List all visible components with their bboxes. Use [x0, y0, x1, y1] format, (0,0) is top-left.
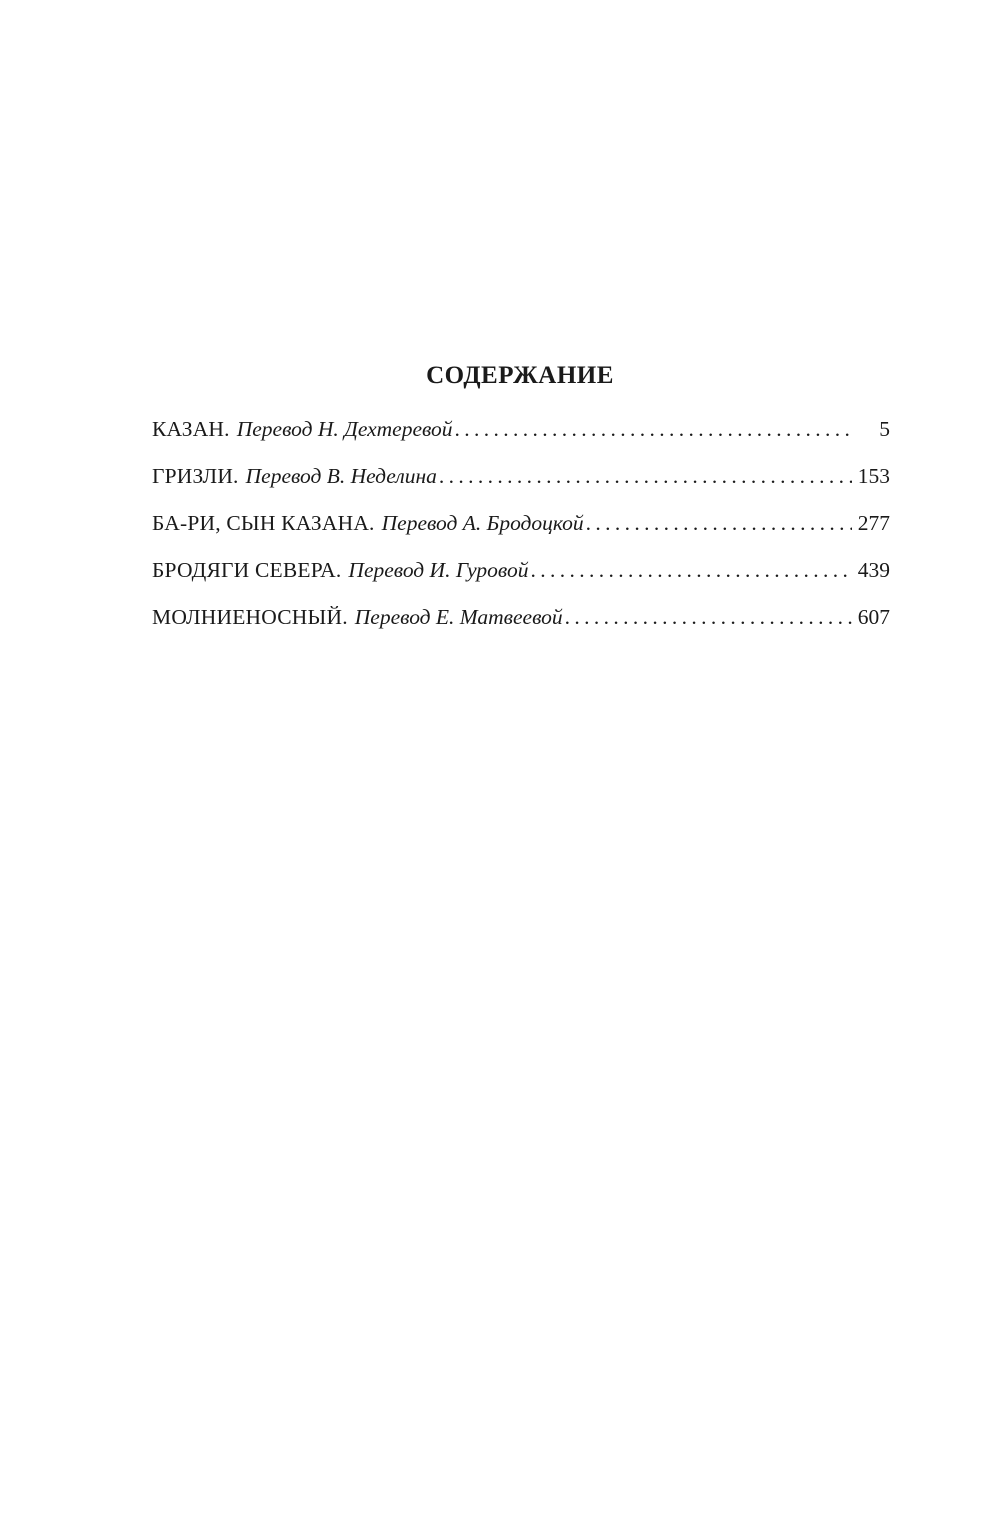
toc-entry: [152, 605, 890, 652]
dot-leader: [530, 558, 851, 583]
entry-translator: Перевод В. Неделина: [245, 464, 437, 488]
entry-page-number: 439: [857, 558, 890, 582]
dot-leader: [455, 417, 854, 442]
dot-leader: [439, 464, 852, 489]
toc-entry: [152, 558, 890, 605]
entry-translator: Перевод Н. Дехтеревой: [236, 417, 453, 441]
entry-translator: Перевод А. Бродоцкой: [381, 511, 584, 535]
entry-title: БРОДЯГИ СЕВЕРА.: [152, 558, 342, 582]
toc-heading: СОДЕРЖАНИЕ: [426, 362, 614, 389]
entry-translator: Перевод Е. Матвеевой: [354, 605, 563, 629]
toc-entry: [152, 417, 890, 464]
entry-page-number: 5: [879, 417, 890, 441]
toc-entry: [152, 464, 890, 511]
entry-page-number: 153: [857, 464, 890, 488]
entry-page-number: 607: [857, 605, 890, 629]
entry-title: КАЗАН.: [152, 417, 230, 441]
toc-entry: [152, 511, 890, 558]
entry-page-number: 277: [857, 511, 890, 535]
entry-title: БА-РИ, СЫН КАЗАНА.: [152, 511, 375, 535]
dot-leader: [586, 511, 852, 536]
entry-translator: Перевод И. Гуровой: [348, 558, 529, 582]
entry-title: ГРИЗЛИ.: [152, 464, 239, 488]
entry-title: МОЛНИЕНОСНЫЙ.: [152, 605, 348, 629]
toc-list: [152, 417, 890, 652]
dot-leader: [565, 605, 852, 630]
